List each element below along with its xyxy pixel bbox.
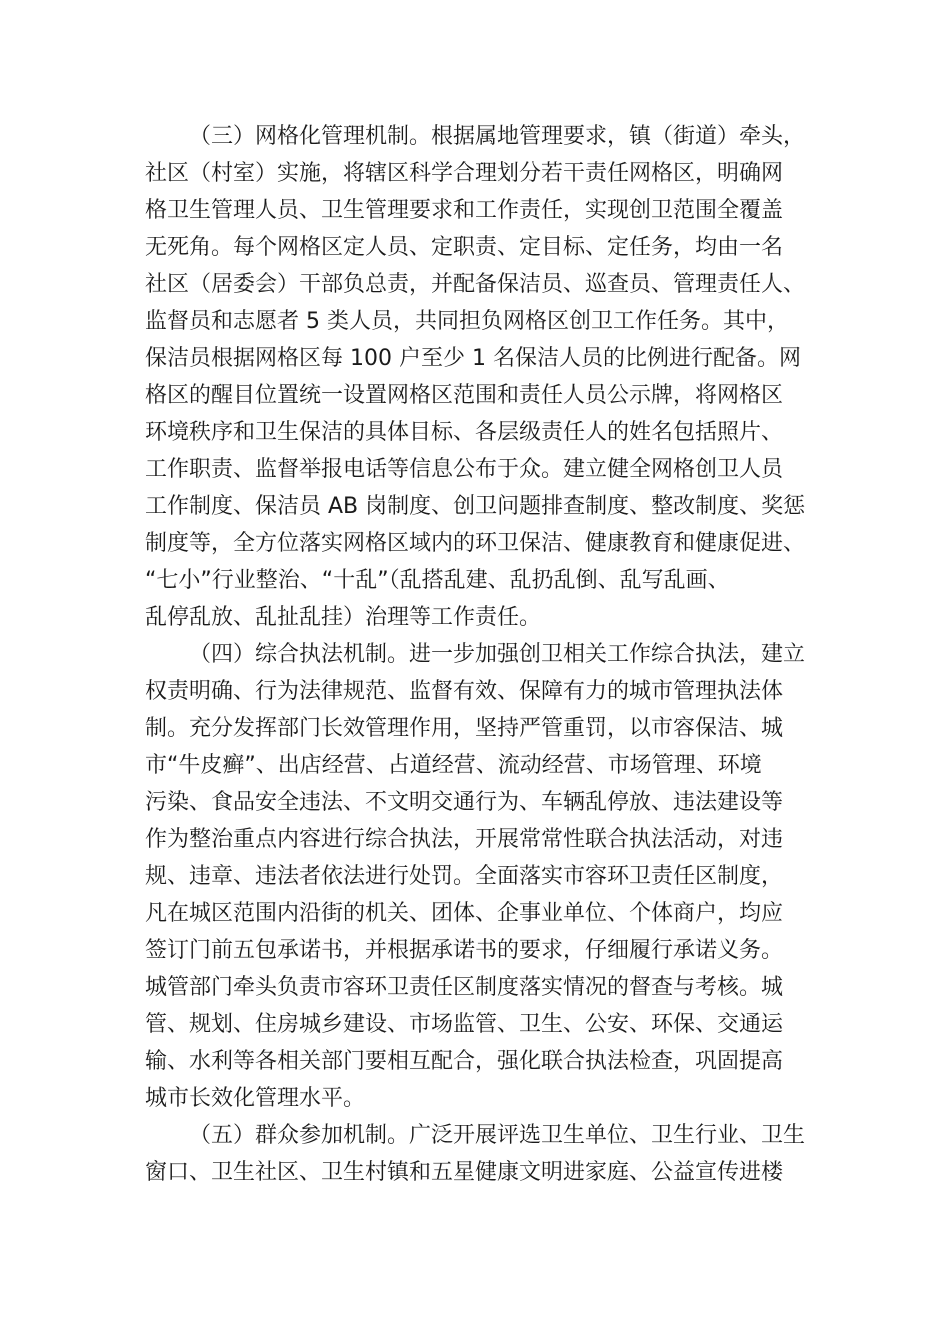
text-line: 制度等，全方位落实网格区域内的环卫保洁、健康教育和健康促进、: [145, 531, 806, 556]
text-line: 格区的醒目位置统一设置网格区范围和责任人员公示牌，将网格区: [145, 383, 784, 408]
text-line: 市“牛皮癣”、出店经营、占道经营、流动经营、市场管理、环境: [145, 753, 762, 778]
text-line: 输、水利等各相关部门要相互配合，强化联合执法检查，巩固提高: [145, 1049, 784, 1074]
text-line: （五）群众参加机制。广泛开展评选卫生单位、卫生行业、卫生: [189, 1123, 806, 1148]
text-line: 乱停乱放、乱扯乱挂）治理等工作责任。: [145, 605, 542, 630]
text-line: 规、违章、违法者依法进行处罚。全面落实市容环卫责任区制度，: [145, 864, 784, 889]
text-line: 权责明确、行为法律规范、监督有效、保障有力的城市管理执法体: [145, 679, 784, 704]
text-line: 窗口、卫生社区、卫生村镇和五星健康文明进家庭、公益宣传进楼: [145, 1160, 784, 1185]
text-line: 签订门前五包承诺书，并根据承诺书的要求，仔细履行承诺义务。: [145, 938, 784, 963]
text-line: 社区（居委会）干部负总责，并配备保洁员、巡查员、管理责任人、: [145, 272, 806, 297]
text-line: 无死角。每个网格区定人员、定职责、定目标、定任务，均由一名: [145, 235, 784, 260]
text-line: 环境秩序和卫生保洁的具体目标、各层级责任人的姓名包括照片、: [145, 420, 784, 445]
text-line: 城管部门牵头负责市容环卫责任区制度落实情况的督查与考核。城: [145, 975, 784, 1000]
text-line: 保洁员根据网格区每 100 户至少 1 名保洁人员的比例进行配备。网: [145, 346, 801, 371]
text-line: 工作制度、保洁员 AB 岗制度、创卫问题排查制度、整改制度、奖惩: [145, 494, 806, 519]
text-line: （三）网格化管理机制。根据属地管理要求，镇（街道）牵头，: [189, 124, 806, 149]
text-line: 污染、食品安全违法、不文明交通行为、车辆乱停放、违法建设等: [145, 790, 784, 815]
text-line: 格卫生管理人员、卫生管理要求和工作责任，实现创卫范围全覆盖: [145, 198, 784, 223]
text-line: 社区（村室）实施，将辖区科学合理划分若干责任网格区，明确网: [145, 161, 784, 186]
text-line: （四）综合执法机制。进一步加强创卫相关工作综合执法，建立: [189, 642, 806, 667]
text-line: 制。充分发挥部门长效管理作用，坚持严管重罚，以市容保洁、城: [145, 716, 784, 741]
text-line: 监督员和志愿者 5 类人员，共同担负网格区创卫工作任务。其中，: [145, 309, 789, 334]
text-line: 凡在城区范围内沿街的机关、团体、企事业单位、个体商户，均应: [145, 901, 784, 926]
text-line: 城市长效化管理水平。: [145, 1086, 366, 1111]
text-line: 作为整治重点内容进行综合执法，开展常常性联合执法活动，对违: [145, 827, 784, 852]
text-line: “七小”行业整治、“十乱”（乱搭乱建、乱扔乱倒、乱写乱画、: [145, 568, 730, 593]
text-line: 工作职责、监督举报电话等信息公布于众。建立健全网格创卫人员: [145, 457, 784, 482]
text-line: 管、规划、住房城乡建设、市场监管、卫生、公安、环保、交通运: [145, 1012, 784, 1037]
